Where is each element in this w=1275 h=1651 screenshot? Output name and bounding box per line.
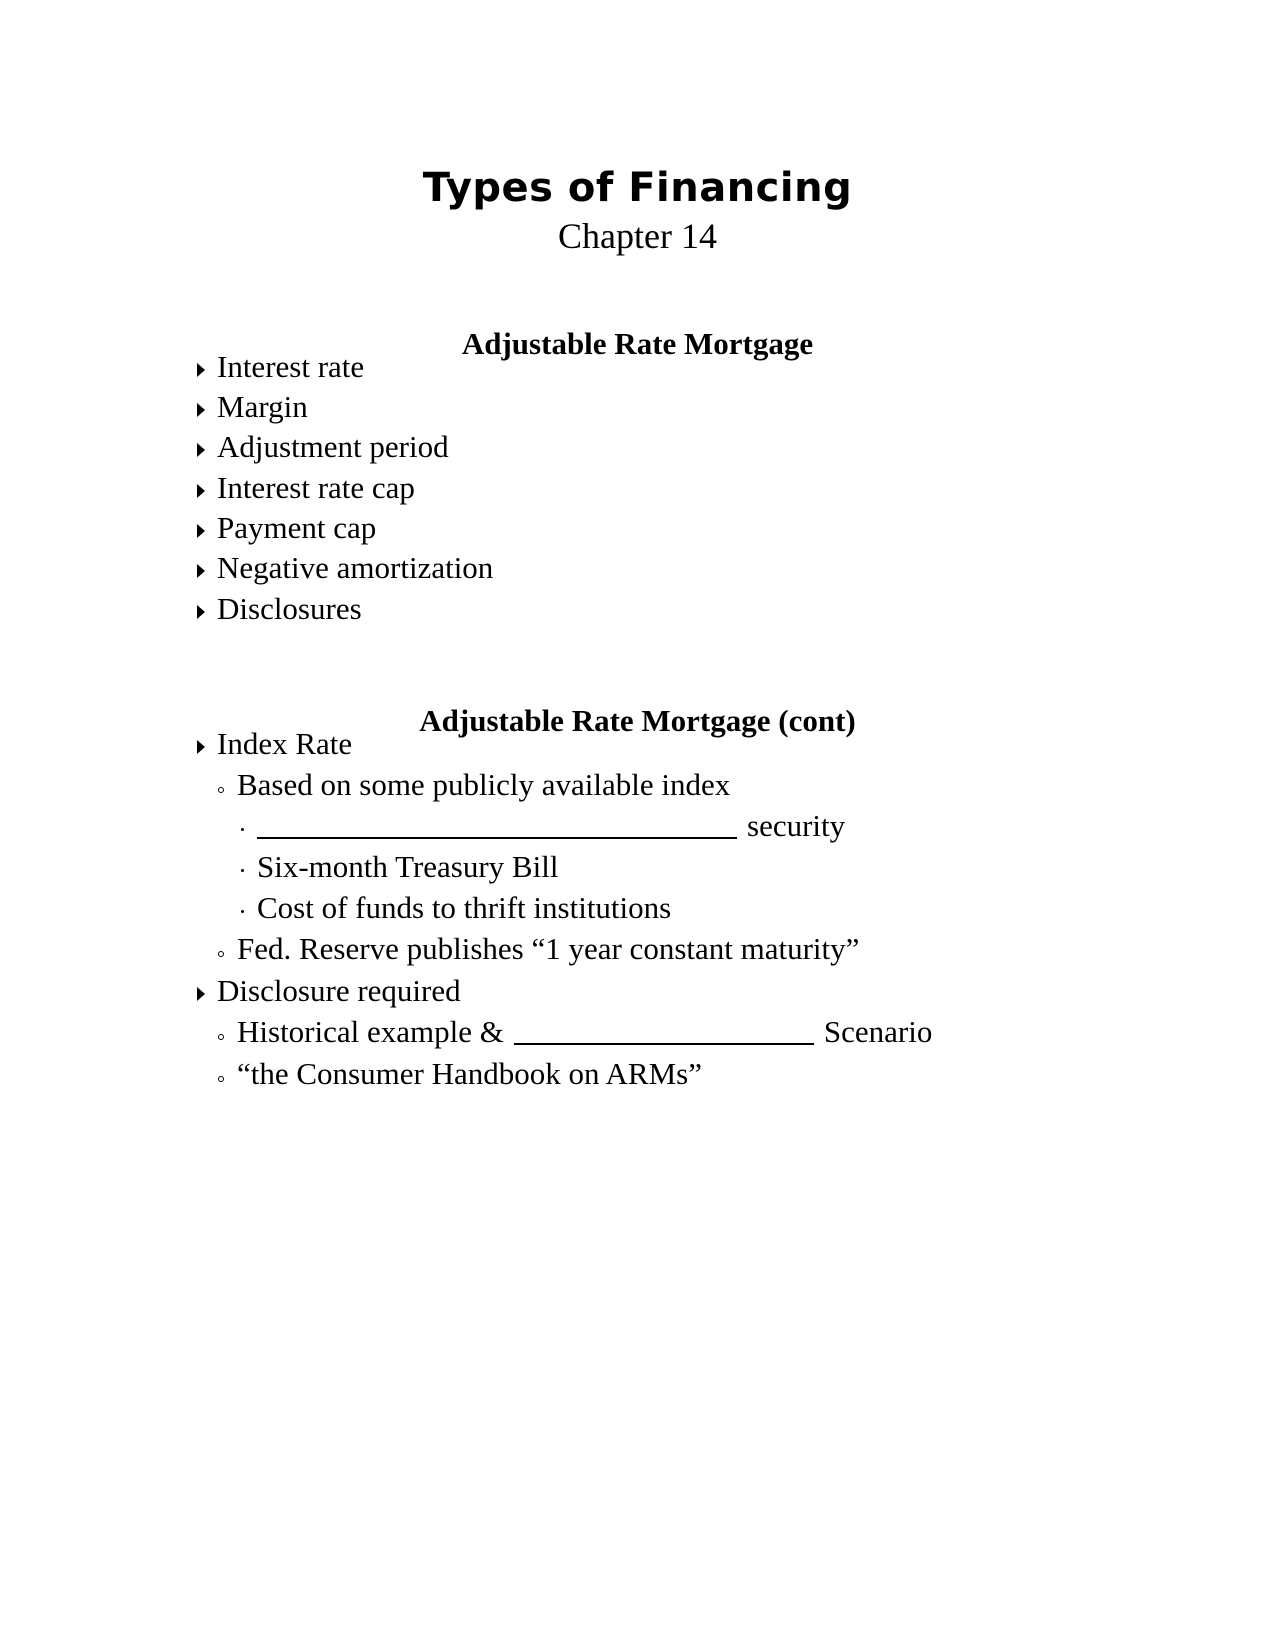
list-item-label: Adjustment period [217, 429, 449, 464]
hollow-circle-bullet-icon [218, 1034, 224, 1040]
dot-bullet-icon [241, 910, 244, 913]
list-item-interest-rate-cap [217, 469, 415, 507]
list-item-index-rate [217, 725, 352, 763]
list-item-label: “the Consumer Handbook on ARMs” [237, 1056, 702, 1091]
fill-in-blank [514, 1015, 814, 1045]
list-item-label: Based on some publicly available index [237, 767, 731, 802]
section-heading-arm: Adjustable Rate Mortgage [461, 326, 814, 361]
list-item-label: Disclosure required [217, 973, 461, 1008]
hollow-circle-bullet-icon [218, 1076, 224, 1082]
list-item-based-on-index [237, 766, 730, 804]
triangle-bullet-icon [197, 484, 205, 498]
fill-in-blank [257, 809, 737, 839]
list-item-label: Scenario [823, 1014, 933, 1049]
section-heading-arm-cont: Adjustable Rate Mortgage (cont) [419, 703, 856, 738]
list-item-cost-of-funds [257, 889, 671, 927]
dot-bullet-icon [241, 828, 244, 831]
list-item-consumer-handbook [237, 1055, 702, 1093]
triangle-bullet-icon [197, 524, 205, 538]
triangle-bullet-icon [197, 740, 205, 754]
triangle-bullet-icon [197, 987, 205, 1001]
list-item-label: Interest rate [217, 349, 365, 384]
list-item-label: Payment cap [217, 510, 377, 545]
chapter-subtitle: Chapter 14 [558, 216, 717, 256]
list-item-label: Interest rate cap [217, 470, 415, 505]
list-item-label: Margin [217, 389, 308, 424]
list-item-historical-example [237, 1013, 932, 1051]
triangle-bullet-icon [197, 363, 205, 377]
list-item-security-blank [257, 807, 845, 845]
list-item-fed-reserve [237, 930, 859, 968]
list-item-label: Index Rate [217, 726, 353, 761]
list-item-disclosure-required [217, 972, 461, 1010]
triangle-bullet-icon [197, 443, 205, 457]
list-item-interest-rate [217, 348, 364, 386]
list-item-margin [217, 388, 308, 426]
hollow-circle-bullet-icon [218, 951, 224, 957]
hollow-circle-bullet-icon [218, 787, 224, 793]
list-item-label: Disclosures [217, 591, 362, 626]
list-item-label: Negative amortization [217, 550, 494, 585]
page-title: Types of Financing [422, 165, 853, 211]
list-item-negative-amortization [217, 549, 493, 587]
list-item-label: security [747, 808, 846, 843]
triangle-bullet-icon [197, 605, 205, 619]
list-item-adjustment-period [217, 428, 449, 466]
list-item-label: Cost of funds to thrift institutions [257, 890, 672, 925]
list-item-label: Fed. Reserve publishes “1 year constant maturity” [237, 931, 860, 966]
list-item-label: Historical example & [237, 1014, 504, 1049]
triangle-bullet-icon [197, 403, 205, 417]
triangle-bullet-icon [197, 564, 205, 578]
list-item-payment-cap [217, 509, 376, 547]
list-item-label: Six-month Treasury Bill [257, 849, 559, 884]
list-item-disclosures [217, 590, 362, 628]
dot-bullet-icon [241, 869, 244, 872]
list-item-treasury-bill [257, 848, 558, 886]
